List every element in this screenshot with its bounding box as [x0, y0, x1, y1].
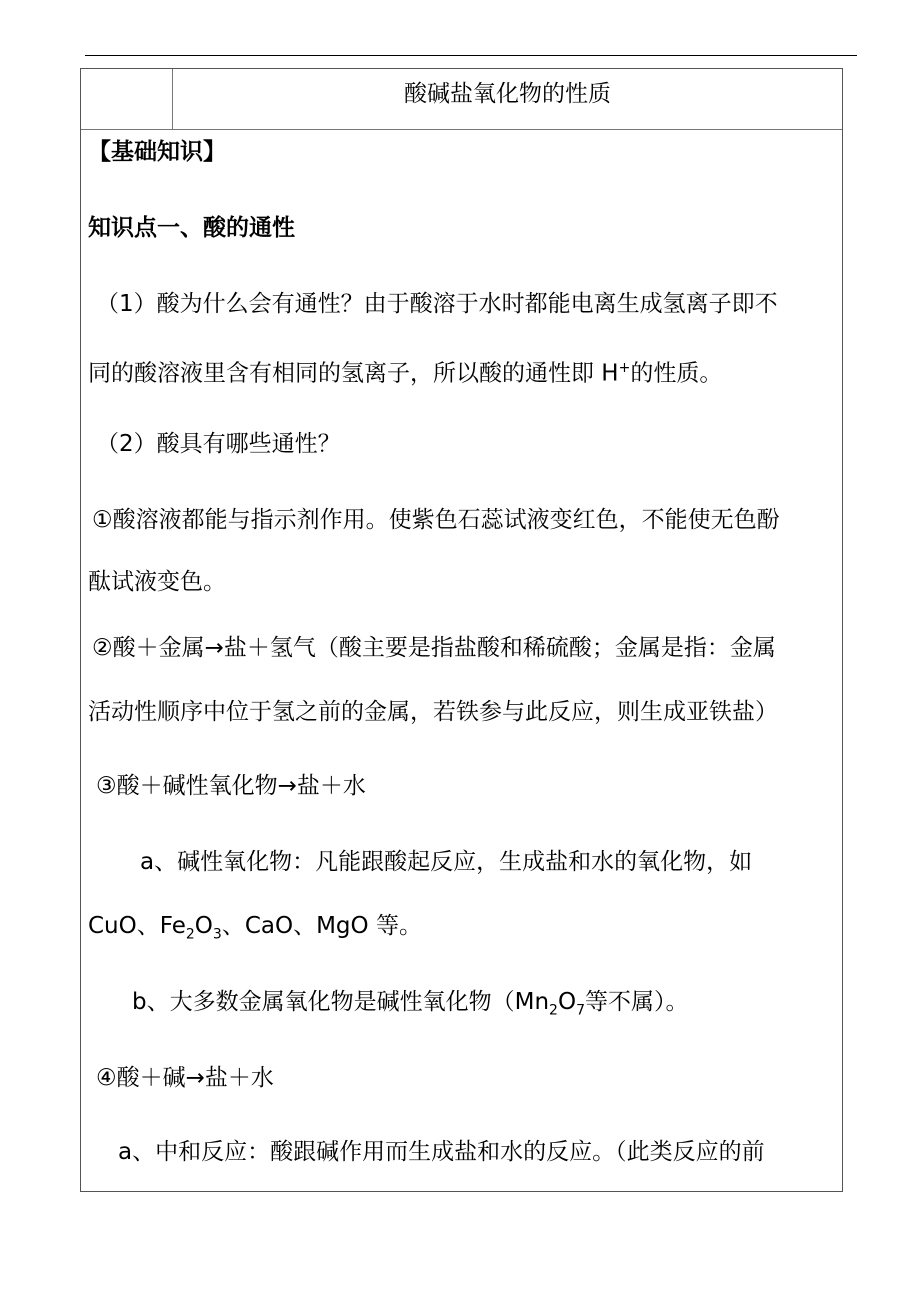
- text-run: （1）酸为什么会有通性？由于酸溶于水时都能电离生成氢离子即不: [96, 291, 778, 317]
- section-heading: [88, 213, 295, 243]
- text-run: 同的酸溶液里含有相同的氢离子，所以酸的通性即 H: [88, 360, 619, 387]
- text-run: a、中和反应：酸跟碱作用而生成盐和水的反应。（此类反应的前: [118, 1139, 765, 1165]
- header-empty-cell: [81, 69, 173, 129]
- text-run: +: [618, 360, 631, 376]
- paragraph-line: [88, 697, 778, 727]
- text-run: O: [194, 913, 213, 939]
- text-run: 、CaO、MgO 等。: [221, 913, 422, 939]
- text-run: 2: [185, 926, 195, 943]
- text-run: ①酸溶液都能与指示剂作用。使紫色石蕊试液变红色，不能使无色酚: [92, 507, 780, 533]
- text-run: 等不属）。: [584, 989, 689, 1015]
- paragraph-line: [92, 505, 780, 535]
- paragraph-line: [92, 633, 776, 663]
- text-run: 7: [576, 1002, 585, 1019]
- section-heading: [88, 137, 226, 167]
- paragraph-line: [88, 353, 722, 389]
- text-run: 【基础知识】: [88, 139, 226, 165]
- text-run: 3: [212, 926, 222, 943]
- text-run: 知识点一、酸的通性: [88, 215, 295, 241]
- paragraph-line: [88, 911, 422, 950]
- document-title: 酸碱盐氧化物的性质: [404, 81, 611, 107]
- paragraph-line: [96, 1063, 274, 1093]
- paragraph-line: [96, 429, 341, 459]
- text-run: 酞试液变色。: [88, 569, 226, 595]
- text-run: ③酸＋碱性氧化物→盐＋水: [96, 773, 366, 799]
- table-header-row: [81, 69, 842, 130]
- header-rule: [85, 55, 857, 56]
- paragraph-line: [132, 987, 688, 1026]
- text-run: 2: [549, 1002, 558, 1019]
- text-run: 的性质。: [630, 360, 723, 387]
- text-run: ④酸＋碱→盐＋水: [96, 1065, 274, 1091]
- text-run: b、大多数金属氧化物是碱性氧化物（Mn: [132, 989, 550, 1015]
- text-run: O: [557, 989, 577, 1015]
- text-run: 活动性顺序中位于氢之前的金属，若铁参与此反应，则生成亚铁盐）: [88, 699, 778, 725]
- paragraph-line: [118, 1137, 765, 1167]
- paragraph-line: [140, 847, 752, 877]
- text-run: a、碱性氧化物：凡能跟酸起反应，生成盐和水的氧化物，如: [140, 849, 753, 875]
- text-run: （2）酸具有哪些通性？: [96, 431, 341, 457]
- paragraph-line: [96, 771, 366, 801]
- paragraph-line: [88, 567, 226, 597]
- text-run: CuO、Fe: [88, 913, 186, 939]
- paragraph-line: [96, 289, 778, 319]
- text-run: ②酸＋金属→盐＋氢气（酸主要是指盐酸和稀硫酸；金属是指：金属: [92, 635, 776, 661]
